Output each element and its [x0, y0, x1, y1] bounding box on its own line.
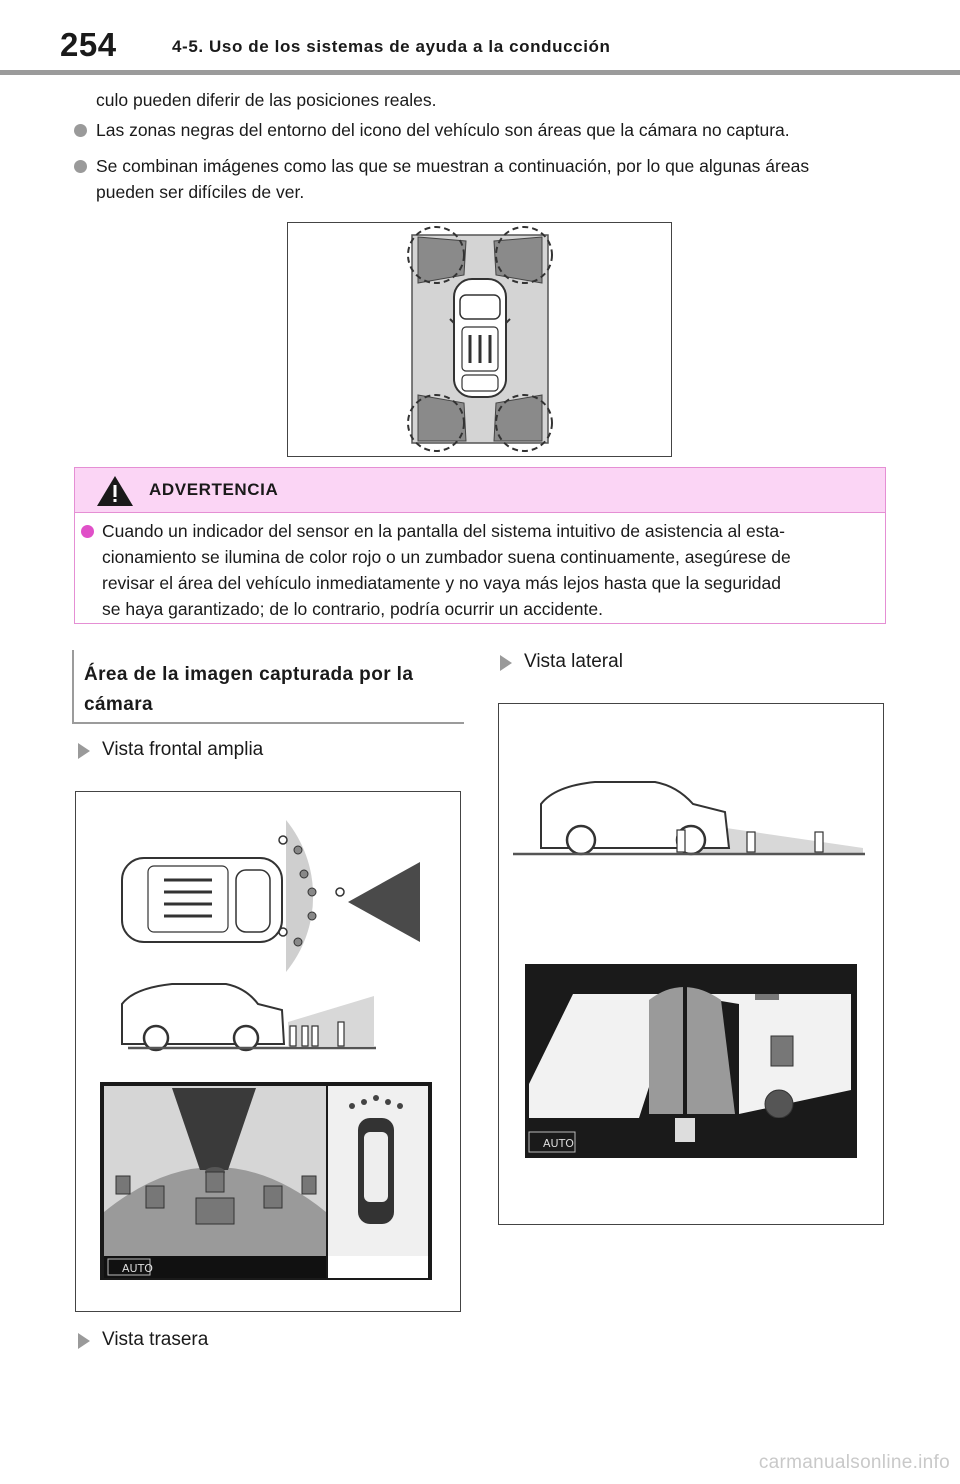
- page-number: 254: [60, 26, 117, 63]
- side-view-illustration: [499, 704, 883, 1224]
- continued-line: culo pueden diferir de las posiciones reales.: [96, 90, 437, 110]
- warning-header: [75, 468, 885, 513]
- warning-box: [74, 467, 886, 624]
- section-header-title: 4-5. Uso de los sistemas de ayuda a la conducción: [172, 37, 611, 56]
- section-title-bar: [72, 650, 74, 722]
- section-title: [84, 660, 464, 720]
- front-auto-label: AUTO: [122, 1262, 153, 1275]
- top-view-coverage-diagram: [287, 222, 672, 457]
- top-view-car-illustration: [288, 223, 671, 456]
- arrow-bullet-icon: [500, 655, 512, 671]
- front-wide-view-illustration: [76, 792, 460, 1311]
- section-rule: [72, 722, 464, 724]
- arrow-bullet-icon: [78, 1333, 90, 1349]
- bullet-text-2-line2: pueden ser difíciles de ver.: [96, 182, 305, 202]
- side-auto-label: AUTO: [543, 1137, 574, 1150]
- bullet-dot-icon: [74, 124, 87, 137]
- rear-view-label: Vista trasera: [102, 1329, 209, 1350]
- front-wide-view-figure: [75, 791, 461, 1312]
- warning-line-1: Cuando un indicador del sensor en la pantalla del sistema intuitivo de asistencia al esta-: [102, 521, 785, 541]
- arrow-bullet-icon: [78, 743, 90, 759]
- section-title-line-2: cámara: [84, 694, 153, 715]
- warning-line-2: cionamiento se ilumina de color rojo o un zumbador suena continuamente, asegúrese de: [102, 547, 791, 567]
- bullet-text-1: Las zonas negras del entorno del icono del vehículo son áreas que la cámara no captura.: [96, 120, 790, 140]
- warning-line-3: revisar el área del vehículo inmediatamente y no vaya más lejos hasta que la seguridad: [102, 573, 781, 593]
- bullet-text-2-line1: Se combinan imágenes como las que se muestran a continuación, por lo que algunas áreas: [96, 156, 810, 176]
- header-rule: [0, 70, 960, 75]
- warning-bullet-icon: [81, 525, 94, 538]
- side-view-label: Vista lateral: [524, 651, 623, 672]
- front-wide-view-label: Vista frontal amplia: [102, 739, 264, 760]
- warning-title: ADVERTENCIA: [149, 480, 279, 499]
- side-view-figure: [498, 703, 884, 1225]
- bullet-dot-icon: [74, 160, 87, 173]
- warning-triangle-icon: [95, 474, 135, 508]
- warning-line-4: se haya garantizado; de lo contrario, podría ocurrir un accidente.: [102, 599, 603, 619]
- section-title-line-1: Área de la imagen capturada por la: [84, 664, 414, 685]
- watermark: carmanualsonline.info: [758, 1452, 950, 1473]
